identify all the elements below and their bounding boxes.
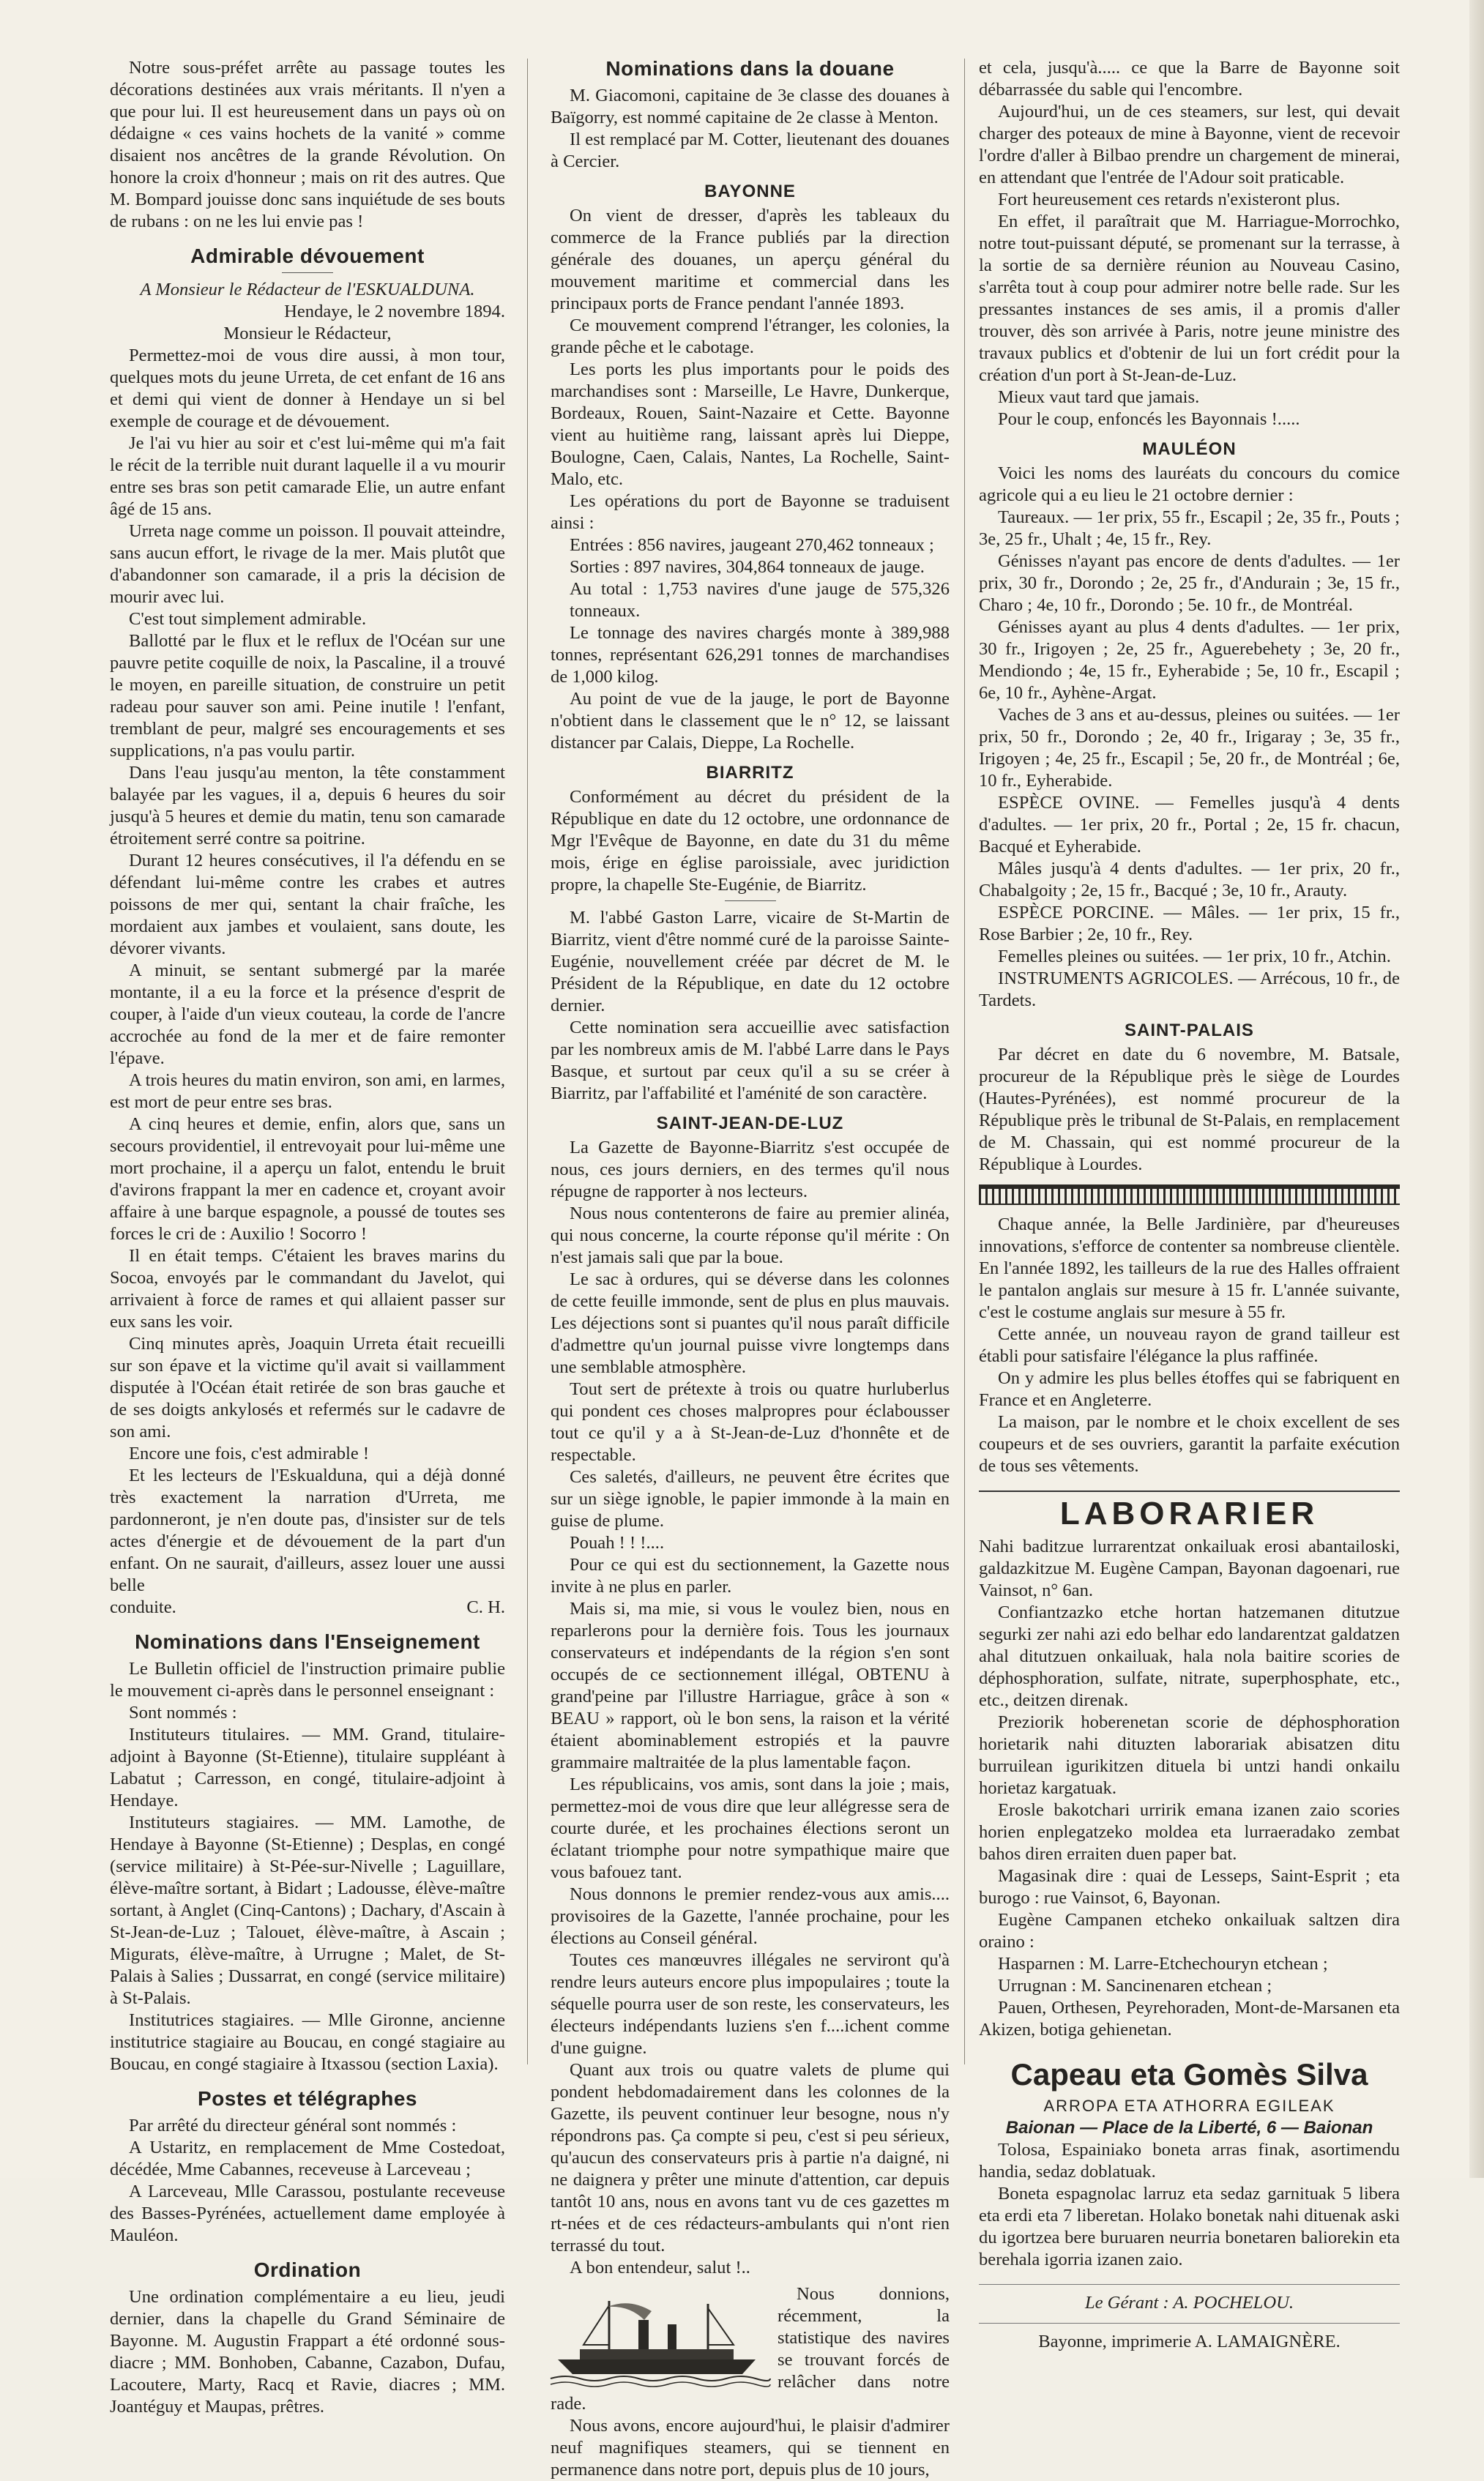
salutation: Monsieur le Rédacteur, [223, 324, 392, 343]
article-paragraph: Instituteurs titulaires. — MM. Grand, titulaire-adjoint à Bayonne (St-Etienne), titulaire suppléant à Labatut ; Carresson, en congé, titulaire-adjoint à Hendaye. [110, 1725, 505, 1810]
steamship-illustration [551, 2286, 770, 2389]
article-paragraph: M. l'abbé Gaston Larre, vicaire de St-Martin de Biarritz, vient d'être nommé curé de la paroisse Sainte-Eugénie, nouvellement créée par décret de M. le Président de la République, en date du 12 octobre dernier. [551, 908, 950, 1015]
article-paragraph: Nous donnons le premier rendez-vous aux amis.... provisoires de la Gazette, l'année prochaine, pour les élections au Conseil général. [551, 1884, 950, 1948]
article-paragraph: Mieux vaut tard que jamais. [998, 387, 1200, 407]
devouement-heading: Admirable dévouement [190, 245, 425, 267]
article-paragraph: Ces saletés, d'ailleurs, ne peuvent être écrites que sur un siège ignoble, le papier immonde à la main en guise de plume. [551, 1467, 950, 1531]
article-paragraph: A trois heures du matin environ, son ami, en larmes, est mort de peur entre ses bras. [110, 1070, 505, 1112]
article-paragraph: Institutrices stagiaires. — Mlle Gironne, ancienne institutrice stagiaire au Boucau, en congé stagiaire au Boucau, en congé stagiaire à Itxassou (section Laxia). [110, 2010, 505, 2074]
stats-line: Entrées : 856 navires, jaugeant 270,462 tonneaux ; [570, 535, 934, 555]
signature-line [110, 1597, 505, 1619]
article-paragraph: La Gazette de Bayonne-Biarritz s'est occupée de nous, ces jours derniers, en des termes qu'il nous répugne de rapporter à nos lecteurs. [551, 1138, 950, 1201]
article-paragraph: Au point de vue de la jauge, le port de Bayonne n'obtient dans le classement que le n° 12, se laissant distancer par Calais, Dieppe, La Rochelle. [551, 689, 950, 753]
closing-word: conduite. [110, 1597, 176, 1617]
article-paragraph: Taureaux. — 1er prix, 55 fr., Escapil ; 2e, 35 fr., Pouts ; 3e, 25 fr., Uhalt ; 4e, 15 fr., Rey. [979, 507, 1400, 549]
page-edge [1469, 0, 1484, 2178]
ad-paragraph: Preziorik hoberenetan scorie de déphosphoration horietarik nahi dituzten laborariak abisatzen ditu burruilean igurikitzen dituela bi untzi handi onkailu horietaz kargatuak. [979, 1712, 1400, 1798]
column-1 [110, 57, 505, 2418]
capeau-heading: Capeau eta Gomès Silva [1010, 2057, 1368, 2092]
stats-line: Sorties : 897 navires, 304,864 tonneaux de jauge. [570, 557, 925, 577]
article-paragraph: Et les lecteurs de l'Eskualduna, qui a déjà donné très exactement la narration d'Urreta, me pardonneront, je n'en doute pas, d'insister sur de tels actes d'énergie et de dévouement de la part d'un enfant. On ne saurait, d'ailleurs, assez louer une aussi belle [110, 1466, 505, 1595]
article-paragraph: A Larceveau, Mlle Carassou, postulante receveuse des Basses-Pyrénées, actuellement dame employée à Mauléon. [110, 2182, 505, 2245]
article-paragraph: Permettez-moi de vous dire aussi, à mon tour, quelques mots du jeune Urreta, de cet enfant de 16 ans et demi qui vient de donner à Hendaye un si bel exemple de courage et de dévouement. [110, 346, 505, 431]
article-paragraph: Une ordination complémentaire a eu lieu, jeudi dernier, dans la chapelle du Grand Séminaire de Bayonne. M. Augustin Frappart a été ordonné sous-diacre ; MM. Bonhoben, Cabanne, Cazabon, Dufau, Lacoutere, Marty, Racq et Ravie, diacres ; MM. Joantéguy et Maupas, prêtres. [110, 2287, 505, 2417]
article-paragraph: INSTRUMENTS AGRICOLES. — Arrécous, 10 fr., de Tardets. [979, 969, 1400, 1010]
article-paragraph: Par décret en date du 6 novembre, M. Batsale, procureur de la République près le siège de Lourdes (Hautes-Pyrénées), est nommé procureur de la République près le tribunal de St-Palais, en remplacement de M. Chassain, qui est nommé procureur de la République à Lourdes. [979, 1045, 1400, 1174]
article-paragraph: M. Giacomoni, capitaine de 3e classe des douanes à Baïgorry, est nommé capitaine de 2e classe à Menton. [551, 86, 950, 127]
ad-paragraph: Pauen, Orthesen, Peyrehoraden, Mont-de-Marsanen eta Akizen, botiga gehienetan. [979, 1998, 1400, 2040]
article-paragraph: Tout sert de prétexte à trois ou quatre hurluberlus qui pondent ces choses malpropres pour éclabousser tout ce qu'il y a à St-Jean-de-Luz d'honnête et de respectable. [551, 1379, 950, 1465]
short-rule [725, 900, 776, 901]
article-paragraph: Génisses ayant au plus 4 dents d'adultes. — 1er prix, 30 fr., Irigoyen ; 2e, 25 fr., Aguerebehety ; 3e, 20 fr., Mendiondo ; 4e, 15 fr., Eyherabide ; 5e, 10 fr., Escapil ; 6e, 10 fr., Ayhène-Argat. [979, 617, 1400, 703]
ad-paragraph: Confiantzazko etche hortan hatzemanen ditutzue segurki zer nahi azi edo belhar edo landarentzat galdatzen ahal ditutzuen onkailuak, hala nola baitire scories de déphosphoration, sulfate, nitrate, superphosphate, etc., etc., deitzen direnak. [979, 1603, 1400, 1710]
stpalais-heading: SAINT-PALAIS [1125, 1021, 1254, 1040]
ad-paragraph: Boneta espagnolac larruz eta sedaz garnituak 5 libera eta erdi eta 7 liberetan. Holako bonetak nahi dituenak aski du igortzea bere buruaren neurria bonetaren baliorekin eta berehala igorria izanen zaio. [979, 2184, 1400, 2269]
article-paragraph: ESPÈCE PORCINE. — Mâles. — 1er prix, 15 fr., Rose Barbier ; 2e, 10 fr., Rey. [979, 903, 1400, 944]
ad-paragraph: Eugène Campanen etcheko onkailuak saltzen dira oraino : [979, 1910, 1400, 1952]
ad-paragraph: Nahi baditzue lurrarentzat onkailuak erosi abantailoski, galdazkitzue M. Eugène Campan, Bayonan dagoenari, rue Vainsot, n° 6an. [979, 1537, 1400, 1600]
article-paragraph: Pour ce qui est du sectionnement, la Gazette nous invite à ne plus en parler. [551, 1555, 950, 1597]
short-rule [282, 272, 333, 273]
article-paragraph: Le tonnage des navires chargés monte à 389,988 tonnes, représentant 626,291 tonnes de marchandises de 1,000 kilog. [551, 623, 950, 687]
stjean-heading: SAINT-JEAN-DE-LUZ [656, 1113, 844, 1133]
gerant-line: Le Gérant : A. POCHELOU. [979, 2284, 1400, 2314]
author-initials: C. H. [466, 1597, 505, 1617]
enseignement-heading: Nominations dans l'Enseignement [135, 1630, 480, 1653]
article-paragraph: Il en était temps. C'étaient les braves marins du Socoa, envoyés par le commandant du Javelot, qui arrivaient à force de rames et qui allaient passer sur eux sans les voir. [110, 1246, 505, 1332]
article-paragraph: Encore une fois, c'est admirable ! [129, 1444, 370, 1463]
imprimerie-line: Bayonne, imprimerie A. LAMAIGNÈRE. [979, 2323, 1400, 2353]
stats-line: Au total : 1,753 navires d'une jauge de 575,326 tonneaux. [570, 579, 950, 621]
ordination-heading: Ordination [253, 2258, 362, 2281]
article-paragraph: Il est remplacé par M. Cotter, lieutenant des douanes à Cercier. [551, 130, 950, 171]
ornamental-rule [979, 1184, 1400, 1205]
article-paragraph: On vient de dresser, d'après les tableaux du commerce de la France publiés par la direction générale des douanes, un aperçu général du mouvement maritime et commercial dans les principaux ports de France pendant l'année 1893. [551, 206, 950, 313]
article-paragraph: Instituteurs stagiaires. — MM. Lamothe, de Hendaye à Bayonne (St-Etienne) ; Desplas, en congé (service militaire) à St-Pée-sur-Nivelle ; Laguillare, élève-maître sortant, à Bidart ; Ladousse, élève-maître sortant, à Anglet (Cinq-Cantons) ; Dachary, d'Ascain à St-Jean-de-Luz ; Talouet, élève-maître, à Ascain ; Migurats, élève-maître, à Urrugne ; Malet, de St-Palais à Salies ; Dussarrat, en congé (service militaire) à St-Palais. [110, 1813, 505, 2008]
ad-paragraph: On y admire les plus belles étoffes qui se fabriquent en France et en Angleterre. [979, 1368, 1400, 1410]
article-paragraph: A bon entendeur, salut !.. [570, 2258, 750, 2277]
ad-paragraph: Chaque année, la Belle Jardinière, par d'heureuses innovations, s'efforce de contenter sa nombreuse clientèle. En l'année 1892, les tailleurs de la rue des Halles offraient le pantalon anglais sur mesure à 15 fr. L'année suivante, c'est le costume anglais sur mesure à 55 fr. [979, 1215, 1400, 1322]
ad-paragraph: Magasinak dire : quai de Lesseps, Saint-Esprit ; eta burogo : rue Vainsot, 6, Bayonan. [979, 1866, 1400, 1908]
bayonne-heading: BAYONNE [704, 182, 796, 201]
article-paragraph: Par arrêté du directeur général sont nommés : [129, 2116, 457, 2135]
article-paragraph: Le sac à ordures, qui se déverse dans les colonnes de cette feuille immonde, sent de plus en plus mauvais. Les déjections sont si puantes qu'il nous paraît difficile d'admettre qu'un journal puisse vivre longtemps dans une semblable atmosphère. [551, 1269, 950, 1377]
article-paragraph: Urreta nage comme un poisson. Il pouvait atteindre, sans aucun effort, le rivage de la mer. Mais plutôt que d'abandonner son camarade, il a pris la décision de mourir avec lui. [110, 521, 505, 607]
article-paragraph: Voici les noms des lauréats du concours du comice agricole qui a eu lieu le 21 octobre dernier : [979, 463, 1400, 505]
article-paragraph: Ce mouvement comprend l'étranger, les colonies, la grande pêche et le cabotage. [551, 316, 950, 357]
article-paragraph: Quant aux trois ou quatre valets de plume qui pondent hebdomadairement dans les colonnes de la Gazette, ils peuvent continuer leur besogne, nous n'y répondrons pas. Ça compte si peu, c'est si peu sérieux, qu'aucun des conservateurs pris à partie n'a daigné, ni ne daignera y prêter une minute d'attention, car depuis tantôt 10 ans, nous en avons tant vu de ces gazettes m rt-nées et de ces rédacteurs-ambulants qui n'ont rien terrassé du tout. [551, 2060, 950, 2256]
article-paragraph: Mâles jusqu'à 4 dents d'adultes. — 1er prix, 20 fr., Chabalgoity ; 2e, 15 fr., Bacqué ; 3e, 10 fr., Arauty. [979, 859, 1400, 900]
dateline: Hendaye, le 2 novembre 1894. [284, 302, 505, 321]
article-paragraph: Toutes ces manœuvres illégales ne serviront qu'à rendre leurs auteurs encore plus impopulaires ; toute la séquelle pourra user de son reste, les conservateurs, les électeurs indépendants luziens s'en f....ichent comme d'une guigne. [551, 1950, 950, 2058]
column-3 [979, 57, 1400, 2353]
article-paragraph: Les républicains, vos amis, sont dans la joie ; mais, permettez-moi de vous dire que leur allégresse sera de courte durée, et les prochaines élections seront un éclatant triomphe pour notre sympathique maire que vous bafouez tant. [551, 1775, 950, 1882]
article-paragraph: et cela, jusqu'à..... ce que la Barre de Bayonne soit débarrassée du sable qui l'encombre. [979, 58, 1400, 100]
article-paragraph: Dans l'eau jusqu'au menton, la tête constamment balayée par les vagues, il a, depuis 6 heures du soir jusqu'à 5 heures et demie du matin, tenu son camarade étroitement serré contre sa poitrine. [110, 763, 505, 848]
douane-heading: Nominations dans la douane [605, 57, 895, 80]
biarritz-heading: BIARRITZ [706, 763, 794, 783]
article-paragraph: Le Bulletin officiel de l'instruction primaire publie le mouvement ci-après dans le personnel enseignant : [110, 1659, 505, 1701]
ad-paragraph: Tolosa, Espainiako boneta arras finak, asortimendu handia, sedaz doblatuak. [979, 2140, 1400, 2182]
article-paragraph: Pouah ! ! !.... [570, 1533, 665, 1553]
ad-paragraph: Urrugnan : M. Sancinenaren etchean ; [998, 1976, 1272, 1996]
column-rule-left [527, 59, 528, 2064]
capeau-subtitle: ARROPA ETA ATHORRA EGILEAK [1043, 2097, 1335, 2115]
ship-block [551, 2283, 950, 2415]
article-paragraph: Mais si, ma mie, si vous le voulez bien, nous en reparlerons pour la dernière fois. Tous les journaux conservateurs et indépendants de la région s'en sont occupés de ce sectionnement illégal, OBTENU à grand'peine par l'illustre Harriague, grâce à son « BEAU » rapport, où le bon sens, la raison et la vérité étaient abominablement estropiés et la pauvre grammaire maltraitée de la plus lamentable façon. [551, 1599, 950, 1772]
article-paragraph: Je l'ai vu hier au soir et c'est lui-même qui m'a fait le récit de la terrible nuit durant laquelle il a vu mourir entre ses bras son petit camarade Elie, un autre enfant âgé de 15 ans. [110, 433, 505, 519]
article-paragraph: Génisses n'ayant pas encore de dents d'adultes. — 1er prix, 30 fr., Dorondo ; 2e, 25 fr., d'Andurain ; 3e, 15 fr., Charo ; 4e, 10 fr., Dorondo ; 5e. 10 fr., de Montréal. [979, 551, 1400, 615]
article-paragraph: Fort heureusement ces retards n'existeront plus. [998, 190, 1341, 209]
article-paragraph: Pour le coup, enfoncés les Bayonnais !..... [998, 409, 1300, 429]
article-paragraph: Nous nous contenterons de faire au premier alinéa, qui nous concerne, la courte réponse qu'il mérite : On n'est jamais sali que par la boue. [551, 1204, 950, 1267]
article-paragraph: Vaches de 3 ans et au-dessus, pleines ou suitées. — 1er prix, 50 fr., Dorondo ; 2e, 40 fr., Irigaray ; 3e, 35 fr., Irigoyen ; 4e, 25 fr., Escapil ; 5e, 20 fr., de Montréal ; 6e, 10 fr., Eyherabide. [979, 705, 1400, 791]
article-paragraph: Les ports les plus importants pour le poids des marchandises sont : Marseille, Le Havre, Dunkerque, Bordeaux, Rouen, Saint-Nazaire et Cette. Bayonne vient au huitième rang, laissant après lui Dieppe, Boulogne, Caen, Calais, Nantes, La Rochelle, Saint-Malo, etc. [551, 359, 950, 489]
column-2 [551, 57, 950, 2481]
postes-heading: Postes et télégraphes [198, 2087, 417, 2110]
article-paragraph: C'est tout simplement admirable. [129, 609, 367, 629]
column-rule-right [964, 59, 965, 2064]
ad-paragraph: Erosle bakotchari urririk emana izanen zaio scories horien enplegatzeko moldea eta lurraeradako zembat bahos diren erraiten duen paper bat. [979, 1800, 1400, 1864]
article-paragraph: A cinq heures et demie, enfin, alors que, sans un secours providentiel, il entrevoyait pour lui-même une mort prochaine, il a aperçu un falot, entendu le bruit d'avirons frappant la mer en cadence et, croyant avoir affaire à une barque espagnole, a poussé de toutes ses forces le cri de : Auxilio ! Socorro ! [110, 1114, 505, 1244]
ship-paragraph: Nous donnions, récemment, la statistique des navires se trouvant forcés de relâcher dans notre rade. [551, 2284, 950, 2414]
article-paragraph: Conformément au décret du président de la République en date du 12 octobre, une ordonnance de Mgr l'Evêque de Bayonne, en date du 31 du même mois, érige en église paroissiale, avec juridiction propre, la chapelle Ste-Eugénie, de Biarritz. [551, 787, 950, 895]
article-paragraph: A minuit, se sentant submergé par la marée montante, il a eu la force et la présence d'esprit de couper, à l'aide d'un vieux couteau, la corde de l'ancre accrochée au fond de la mer et de faire remonter l'épave. [110, 960, 505, 1068]
article-paragraph: Cinq minutes après, Joaquin Urreta était recueilli sur son épave et la victime qu'il avait si vaillamment disputée à l'Océan était retirée de son bras gauche et de ses doigts ankylosés et refermés sur le cadavre de son ami. [110, 1334, 505, 1441]
article-paragraph: Sont nommés : [129, 1703, 237, 1723]
article-paragraph: Cette nomination sera accueillie avec satisfaction par les nombreux amis de M. l'abbé Larre dans le Pays Basque, et surtout par ceux qu'il a su se créer à Biarritz, par l'affabilité et l'aménité de son caractère. [551, 1018, 950, 1103]
ad-paragraph: La maison, par le nombre et le choix excellent de ses coupeurs et de ses ouvriers, garantit la parfaite exécution de tous ses vêtements. [979, 1412, 1400, 1476]
article-paragraph: Durant 12 heures consécutives, il l'a défendu en se défendant lui-même contre les crabes et autres poissons de mer qui, sentant la chair fraîche, les mordaient aux jambes et voulaient, sans doute, les dévorer vivants. [110, 851, 505, 958]
mauleon-heading: MAULÉON [1142, 439, 1237, 459]
ad-paragraph: Cette année, un nouveau rayon de grand tailleur est établi pour satisfaire l'élégance la plus raffinée. [979, 1324, 1400, 1366]
article-paragraph: En effet, il paraîtrait que M. Harriague-Morrochko, notre tout-puissant député, se promenant sur la terrasse, à la sortie de sa dernière réunion au Nouveau Casino, s'arrêta tout à coup pour admirer notre belle rade. Sur les pressantes instances de ses amis, il a promis d'aller trouver, dès son arrivée à Paris, notre jeune ministre des travaux publics et d'obtenir de lui un fort crédit pour la création d'un port à St-Jean-de-Luz. [979, 212, 1400, 385]
article-paragraph: Ballotté par le flux et le reflux de l'Océan sur une pauvre petite coquille de noix, la Pascaline, il a trouvé le moyen, en pareille situation, de construire un petit radeau pour sauver son ami. Peine inutile ! l'enfant, tremblant de peur, malgré ses encouragements et ses supplications, n'a pas voulu partir. [110, 631, 505, 761]
ad-paragraph: Hasparnen : M. Larre-Etchechouryn etchean ; [998, 1954, 1328, 1974]
article-paragraph: Aujourd'hui, un de ces steamers, sur lest, qui devait charger des poteaux de mine à Bayonne, vient de recevoir l'ordre d'aller à Bilbao prendre un chargement de minerai, en attendant que l'entrée de l'Adour soit praticable. [979, 102, 1400, 187]
article-paragraph: Nous avons, encore aujourd'hui, le plaisir d'admirer neuf magnifiques steamers, qui se tiennent en permanence dans notre port, depuis plus de 10 jours, [551, 2416, 950, 2480]
intro-paragraph: Notre sous-préfet arrête au passage toutes les décorations destinées aux vrais méritants. Il n'yen a que pour lui. Il est heureusement dans un pays où on dédaigne « ces vains hochets de la vanité » comme disaient nos ancêtres de la grande Révolution. On honore la croix d'honneur ; mais on rit des autres. Que M. Bompard jouisse donc sans inquiétude de ses bouts de rubans : on ne les lui envie pas ! [110, 58, 505, 231]
article-paragraph: Les opérations du port de Bayonne se traduisent ainsi : [551, 491, 950, 533]
article-paragraph: A Ustaritz, en remplacement de Mme Costedoat, décédée, Mme Cabannes, receveuse à Larceveau ; [110, 2138, 505, 2179]
article-paragraph: Femelles pleines ou suitées. — 1er prix, 10 fr., Atchin. [998, 947, 1391, 966]
capeau-address: Baionan — Place de la Liberté, 6 — Baionan [1005, 2118, 1373, 2138]
article-paragraph: ESPÈCE OVINE. — Femelles jusqu'à 4 dents d'adultes. — 1er prix, 20 fr., Portal ; 2e, 15 fr. chacun, Bacqué et Eyherabide. [979, 793, 1400, 857]
dedication: A Monsieur le Rédacteur de l'ESKUALDUNA. [140, 280, 475, 299]
laborarier-heading: LABORARIER [979, 1491, 1400, 1531]
